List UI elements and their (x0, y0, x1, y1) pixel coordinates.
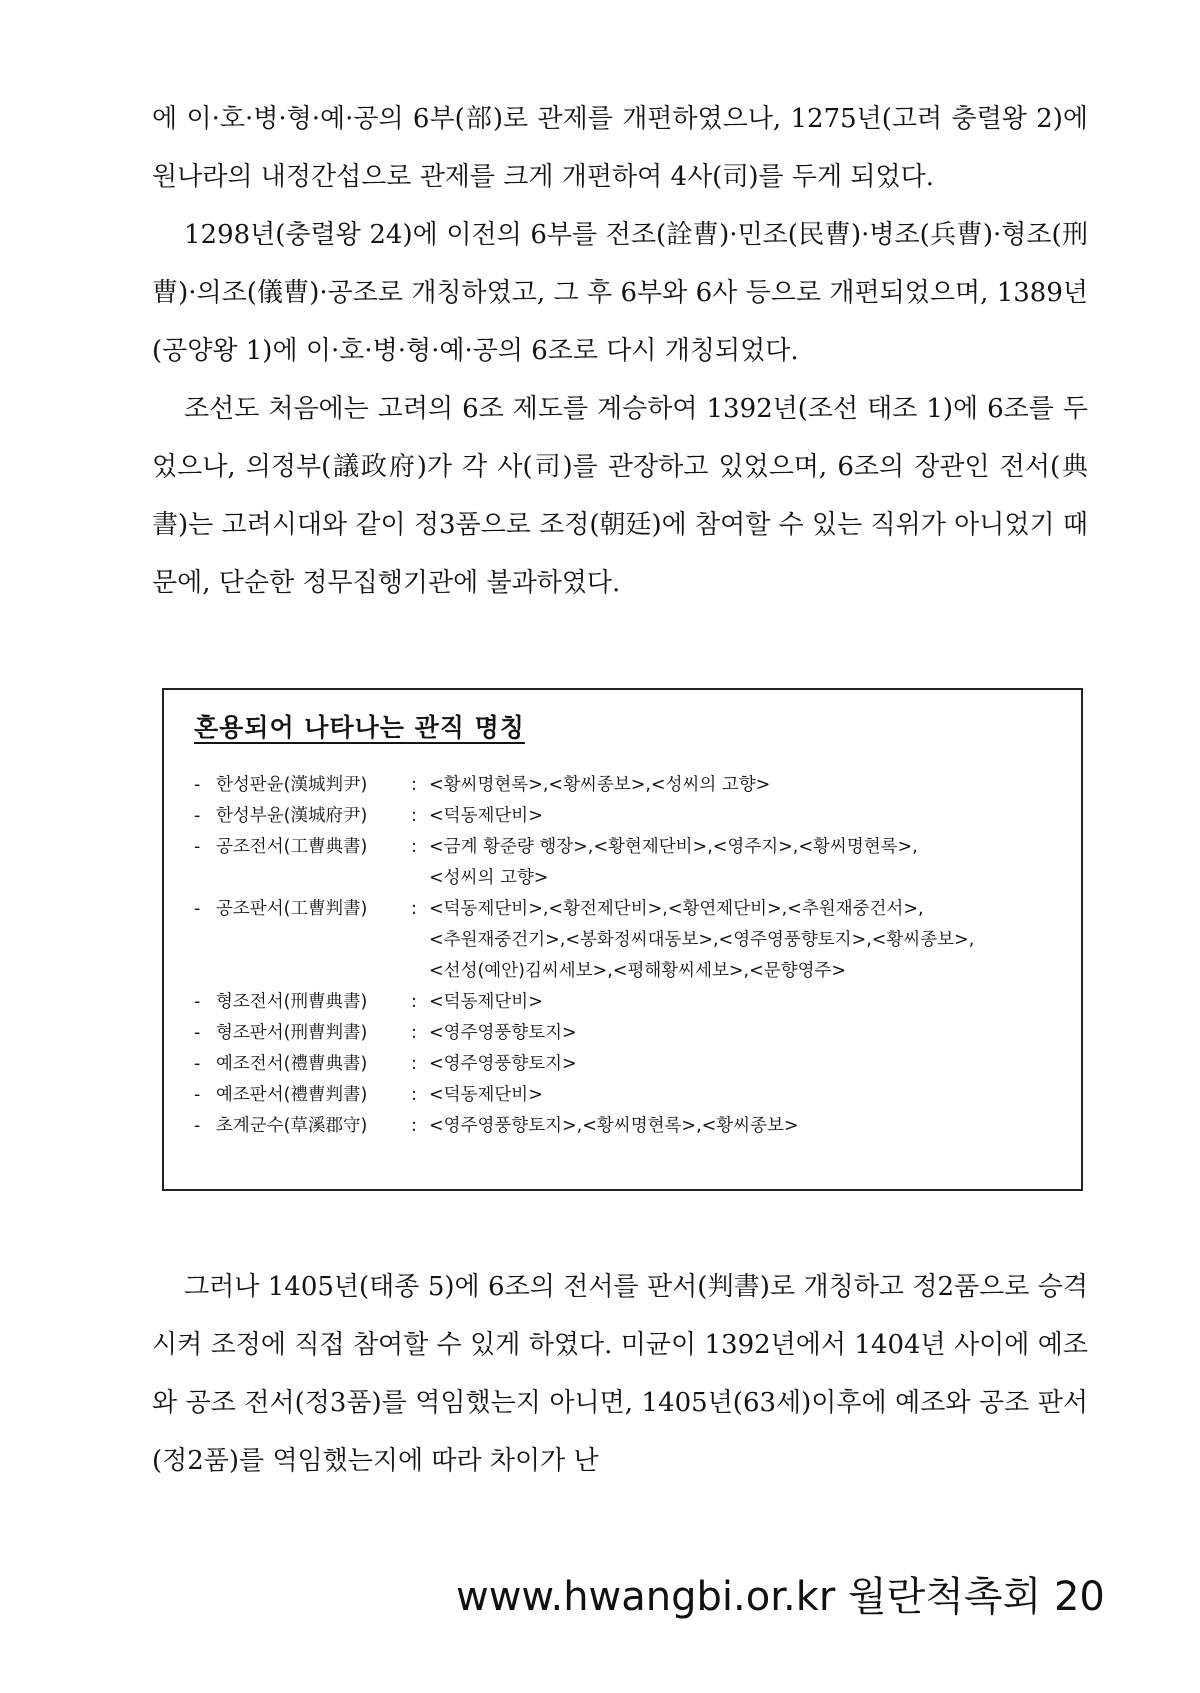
title-names-box (162, 688, 1083, 1191)
entry-colon: : (411, 1116, 417, 1136)
title-entry (194, 1018, 1051, 1049)
title-entry (194, 1080, 1051, 1111)
entry-colon: : (411, 1054, 417, 1074)
entry-sources (429, 801, 1051, 832)
footer-publication: 월란척촉회 (848, 1574, 1042, 1620)
entry-dash: - (194, 806, 201, 826)
source-line: <덕동제단비> (429, 806, 543, 826)
entry-title-name: 한성부윤(漢城府尹) (216, 806, 368, 826)
title-entry (194, 801, 1051, 832)
body-text-top (152, 90, 1088, 612)
source-line: <영주영풍향토지> (429, 1054, 577, 1074)
source-line: <성씨의 고향> (429, 868, 549, 888)
entry-colon: : (411, 775, 417, 795)
title-entry (194, 832, 1051, 894)
body-text-bottom (152, 1258, 1088, 1490)
entry-colon: : (411, 837, 417, 857)
source-line: <선성(예안)김씨세보>,<평해황씨세보>,<문향영주> (429, 961, 847, 981)
entry-sources (429, 770, 1051, 801)
entry-sources (429, 832, 1051, 894)
source-line: <덕동제단비> (429, 992, 543, 1012)
entry-dash: - (194, 899, 201, 919)
entry-dash: - (194, 1116, 201, 1136)
title-entry (194, 1049, 1051, 1080)
source-line: <영주영풍향토지>,<황씨명현록>,<황씨종보> (429, 1116, 799, 1136)
entry-sources (429, 1049, 1051, 1080)
paragraph: 1298년(충렬왕 24)에 이전의 6부를 전조(詮曹)·민조(民曹)·병조(兵曹)·형조(刑曹)·의조(儀曹)·공조로 개칭하였고, 그 후 6부와 6사 등으로 개편되었으며, 1389년(공양왕 1)에 이·호·병·형·예·공의 6조로 다시 개칭되었다. (152, 220, 1088, 366)
paragraph: 조선도 처음에는 고려의 6조 제도를 계승하여 1392년(조선 태조 1)에 6조를 두었으나, 의정부(議政府)가 각 사(司)를 관장하고 있었으며, 6조의 장관인 전서(典書)는 고려시대와 같이 정3품으로 조정(朝廷)에 참여할 수 있는 직위가 아니었기 때문에, 단순한 정무집행기관에 불과하였다. (152, 394, 1088, 598)
page-footer (456, 1565, 1105, 1622)
entry-colon: : (411, 1023, 417, 1043)
source-line: <덕동제단비>,<황전제단비>,<황연제단비>,<추원재중건서>, (429, 899, 924, 919)
entry-colon: : (411, 899, 417, 919)
entry-title-name: 형조판서(刑曹判書) (216, 1023, 368, 1043)
page-number: 20 (1053, 1574, 1105, 1620)
entry-title-name: 형조전서(刑曹典書) (216, 992, 368, 1012)
source-line: <추원재중건기>,<봉화정씨대동보>,<영주영풍향토지>,<황씨종보>, (429, 930, 975, 950)
title-entry (194, 770, 1051, 801)
title-entry (194, 1111, 1051, 1142)
entry-sources (429, 1018, 1051, 1049)
entry-colon: : (411, 992, 417, 1012)
entry-dash: - (194, 1023, 201, 1043)
paragraph: 그러나 1405년(태종 5)에 6조의 전서를 판서(判書)로 개칭하고 정2품으로 승격시켜 조정에 직접 참여할 수 있게 하였다. 미균이 1392년에서 1404년 사이에 예조와 공조 전서(정3품)를 역임했는지 아니면, 1405년(63세)이후에 예조와 공조 판서(정2품)를 역임했는지에 따라 차이가 난 (152, 1272, 1088, 1476)
source-line: <금계 황준량 행장>,<황현제단비>,<영주지>,<황씨명현록>, (429, 837, 918, 857)
footer-url[interactable]: www.hwangbi.or.kr (456, 1574, 836, 1620)
entry-dash: - (194, 837, 201, 857)
title-entry (194, 894, 1051, 987)
entry-colon: : (411, 806, 417, 826)
entry-title-name: 한성판윤(漢城判尹) (216, 775, 368, 795)
paragraph: 에 이·호·병·형·예·공의 6부(部)로 관제를 개편하였으나, 1275년(고려 충렬왕 2)에 원나라의 내정간섭으로 관제를 크게 개편하여 4사(司)를 두게 되었다. (152, 104, 1088, 192)
entry-sources (429, 894, 1051, 987)
entry-sources (429, 1080, 1051, 1111)
entry-colon: : (411, 1085, 417, 1105)
source-line: <덕동제단비> (429, 1085, 543, 1105)
entry-dash: - (194, 1054, 201, 1074)
box-title: 혼용되어 나타나는 관직 명칭 (194, 713, 525, 742)
entry-dash: - (194, 992, 201, 1012)
source-line: <영주영풍향토지> (429, 1023, 577, 1043)
title-entry (194, 987, 1051, 1018)
entry-title-name: 공조전서(工曹典書) (216, 837, 368, 857)
entry-dash: - (194, 775, 201, 795)
entry-title-name: 예조전서(禮曹典書) (216, 1054, 368, 1074)
entry-title-name: 초계군수(草溪郡守) (216, 1116, 368, 1136)
entry-title-name: 공조판서(工曹判書) (216, 899, 368, 919)
entry-dash: - (194, 1085, 201, 1105)
entry-sources (429, 987, 1051, 1018)
entry-title-name: 예조판서(禮曹判書) (216, 1085, 368, 1105)
entry-sources (429, 1111, 1051, 1142)
title-names-list (194, 770, 1051, 1142)
source-line: <황씨명현록>,<황씨종보>,<성씨의 고향> (429, 775, 771, 795)
